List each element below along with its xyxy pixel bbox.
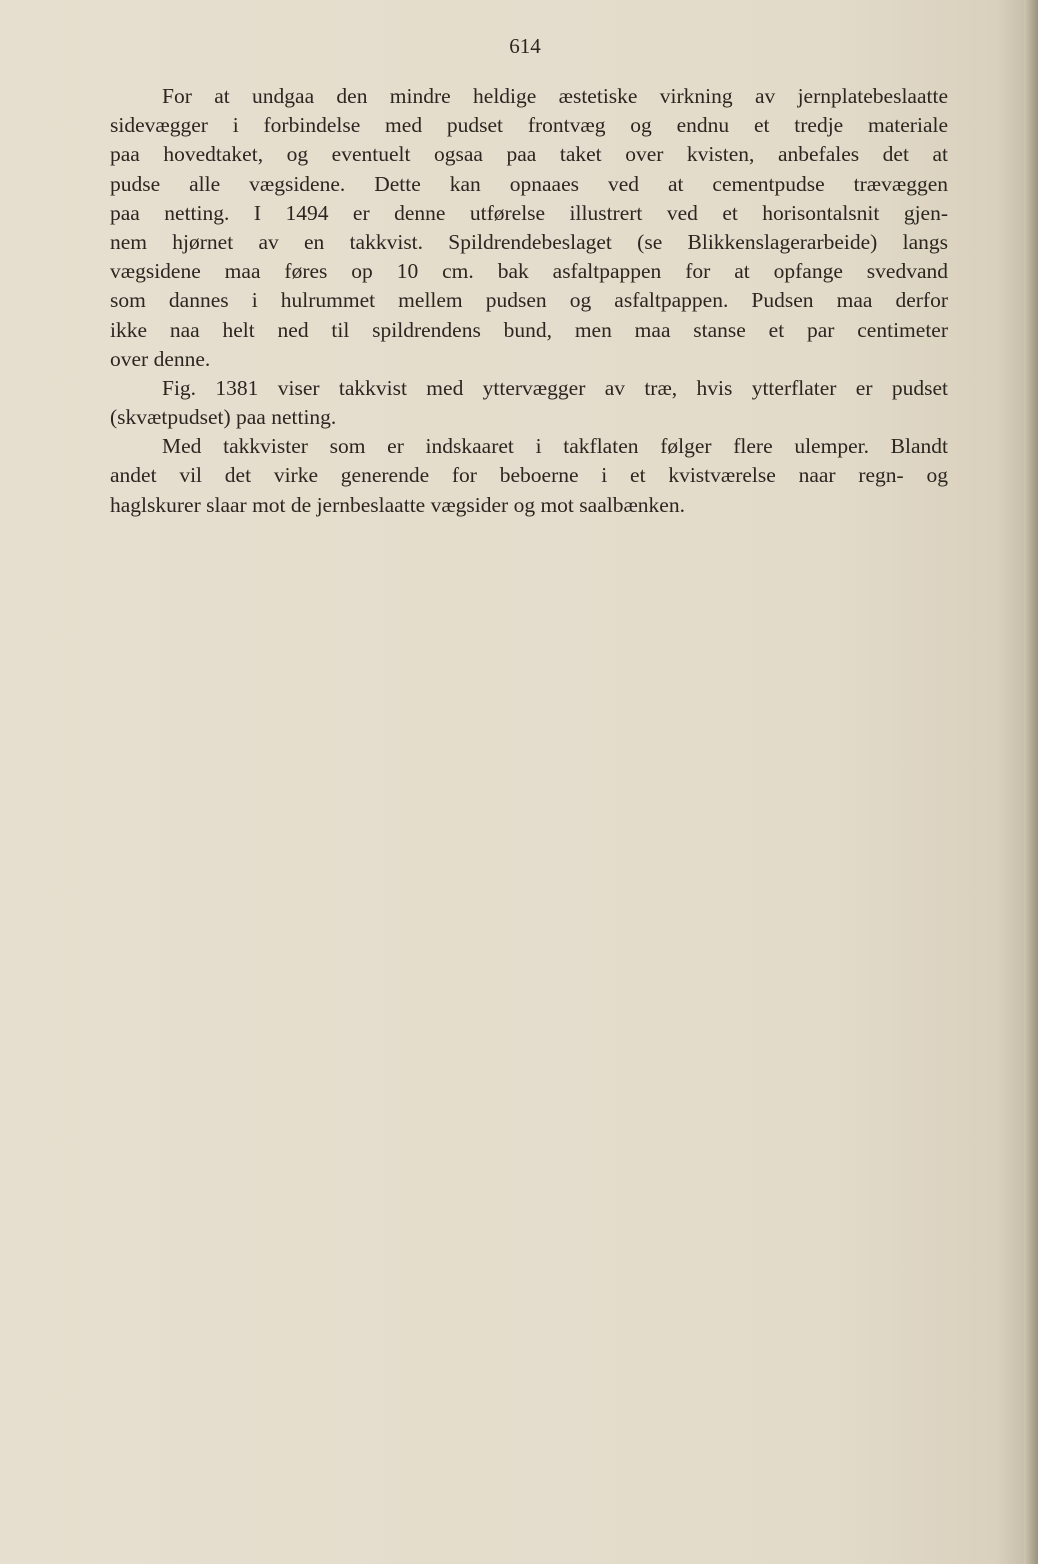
page-number: 614 bbox=[509, 34, 541, 58]
paragraph-2 bbox=[110, 374, 948, 432]
text-line: sidevægger i forbindelse med pudset frontvæg og endnu et tredje materiale bbox=[110, 113, 948, 138]
text-line: paa netting. I 1494 er denne utførelse illustrert ved et horisontalsnit gjen- bbox=[110, 200, 948, 225]
text-line: haglskurer slaar mot de jernbeslaatte vægsider og mot saalbænken. bbox=[110, 492, 685, 517]
paragraph-3 bbox=[110, 432, 948, 520]
body-text bbox=[110, 82, 948, 520]
text-line: pudse alle vægsidene. Dette kan opnaaes ved at cementpudse trævæggen bbox=[110, 171, 948, 196]
text-line: over denne. bbox=[110, 346, 211, 371]
text-line: (skvætpudset) paa netting. bbox=[110, 405, 337, 430]
text-line: ikke naa helt ned til spildrendens bund, men maa stanse et par centimeter bbox=[110, 317, 948, 342]
page-edge-shadow bbox=[1024, 0, 1038, 1564]
text-line: For at undgaa den mindre heldige æstetiske virkning av jernplatebeslaatte bbox=[162, 84, 948, 108]
text-line: som dannes i hulrummet mellem pudsen og asfaltpappen. Pudsen maa derfor bbox=[110, 288, 948, 313]
text-line: paa hovedtaket, og eventuelt ogsaa paa taket over kvisten, anbefales det at bbox=[110, 142, 948, 167]
text-line: Med takkvister som er indskaaret i takflaten følger flere ulemper. Blandt bbox=[162, 434, 948, 459]
text-line: vægsidene maa føres op 10 cm. bak asfaltpappen for at opfange svedvand bbox=[110, 259, 948, 284]
text-line: andet vil det virke generende for beboerne i et kvistværelse naar regn- og bbox=[110, 463, 948, 488]
text-line: nem hjørnet av en takkvist. Spildrendebeslaget (se Blikkenslagerarbeide) langs bbox=[110, 229, 948, 254]
paragraph-1 bbox=[110, 82, 948, 374]
text-line: Fig. 1381 viser takkvist med yttervægger av træ, hvis ytterflater er pudset bbox=[162, 375, 948, 400]
